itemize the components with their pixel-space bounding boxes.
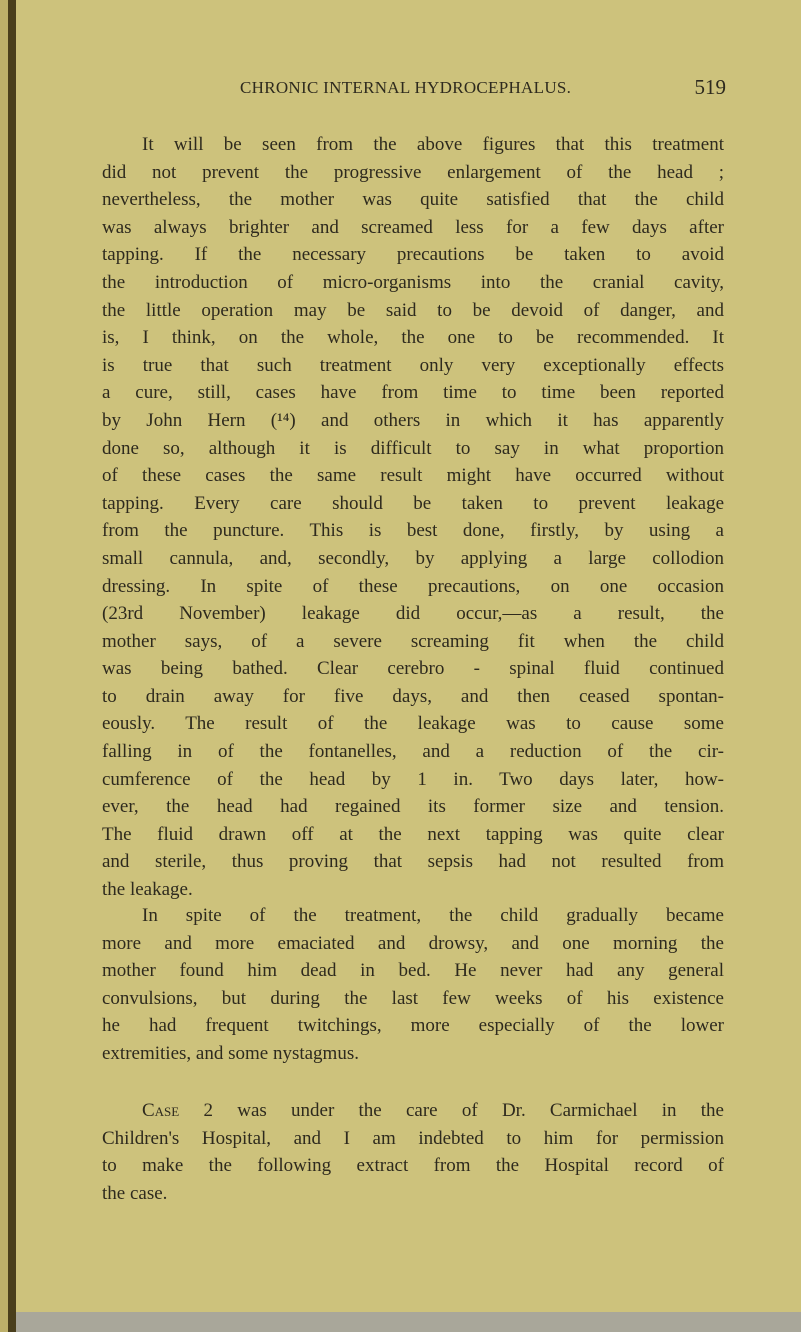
- text-line-content: was under the care of Dr. Carmichael in the: [212, 1100, 724, 1121]
- text-line: cumference of the head by 1 in. Two days later, how-: [102, 768, 724, 790]
- text-line: [102, 1097, 724, 1125]
- text-line: In spite of the treatment, the child gradually became: [142, 905, 724, 926]
- text-line: was always brighter and screamed less for a few days after: [102, 216, 724, 238]
- text-line: dressing. In spite of these precautions, on one occasion: [102, 575, 724, 597]
- text-line: tapping. Every care should be taken to prevent leakage: [102, 492, 724, 514]
- paragraph: [102, 131, 724, 904]
- running-title: CHRONIC INTERNAL HYDROCEPHALUS.: [240, 78, 572, 97]
- text-line: extremities, and some nystagmus.: [102, 1042, 359, 1064]
- paragraph: [102, 902, 724, 1068]
- text-line: to make the following extract from the Hospital record of: [102, 1155, 724, 1177]
- text-line: more and more emaciated and drowsy, and one morning the: [102, 932, 724, 954]
- text-line: mother says, of a severe screaming fit when the child: [102, 630, 724, 652]
- scan-bottom-margin: [16, 1312, 801, 1332]
- page-number: 519: [694, 75, 726, 99]
- text-line: the case.: [102, 1182, 168, 1204]
- paragraph: [102, 1097, 724, 1207]
- text-line: the introduction of micro-organisms into the cranial cavity,: [102, 271, 724, 293]
- text-line: The fluid drawn off at the next tapping was quite clear: [102, 823, 724, 845]
- text-line: from the puncture. This is best done, firstly, by using a: [102, 520, 724, 542]
- text-line: convulsions, but during the last few weeks of his existence: [102, 987, 724, 1009]
- book-gutter: [0, 0, 8, 1332]
- text-line: is, I think, on the whole, the one to be recommended. It: [102, 327, 724, 349]
- text-line: eously. The result of the leakage was to cause some: [102, 713, 724, 735]
- text-line: was being bathed. Clear cerebro - spinal fluid continued: [102, 658, 724, 680]
- text-line: and sterile, thus proving that sepsis had not resulted from: [102, 851, 724, 873]
- text-line: ever, the head had regained its former size and tension.: [102, 796, 724, 818]
- text-line: mother found him dead in bed. He never had any general: [102, 960, 724, 982]
- text-line: tapping. If the necessary precautions be taken to avoid: [102, 244, 724, 266]
- text-line: by John Hern (¹⁴) and others in which it has apparently: [102, 409, 724, 431]
- text-line: done so, although it is difficult to say in what proportion: [102, 437, 724, 459]
- text-line: of these cases the same result might have occurred without: [102, 465, 724, 487]
- case-label: Case 2: [142, 1100, 213, 1121]
- text-line: he had frequent twitchings, more especially of the lower: [102, 1015, 724, 1037]
- text-line: a cure, still, cases have from time to time been reported: [102, 382, 724, 404]
- text-line: to drain away for five days, and then ceased spontan-: [102, 685, 724, 707]
- text-line: did not prevent the progressive enlargement of the head ;: [102, 161, 724, 183]
- text-line: small cannula, and, secondly, by applying a large collodion: [102, 547, 724, 569]
- page-header: [240, 75, 726, 102]
- text-line: is true that such treatment only very exceptionally effects: [102, 354, 724, 376]
- text-line: (23rd November) leakage did occur,—as a result, the: [102, 603, 724, 625]
- text-line: nevertheless, the mother was quite satisfied that the child: [102, 189, 724, 211]
- page-edge-shadow: [8, 0, 16, 1332]
- text-line: It will be seen from the above figures that this treatment: [142, 134, 724, 155]
- text-line: the little operation may be said to be devoid of danger, and: [102, 299, 724, 321]
- text-line: falling in of the fontanelles, and a reduction of the cir-: [102, 741, 724, 763]
- text-line: the leakage.: [102, 879, 193, 901]
- text-line: Children's Hospital, and I am indebted to him for permission: [102, 1127, 724, 1149]
